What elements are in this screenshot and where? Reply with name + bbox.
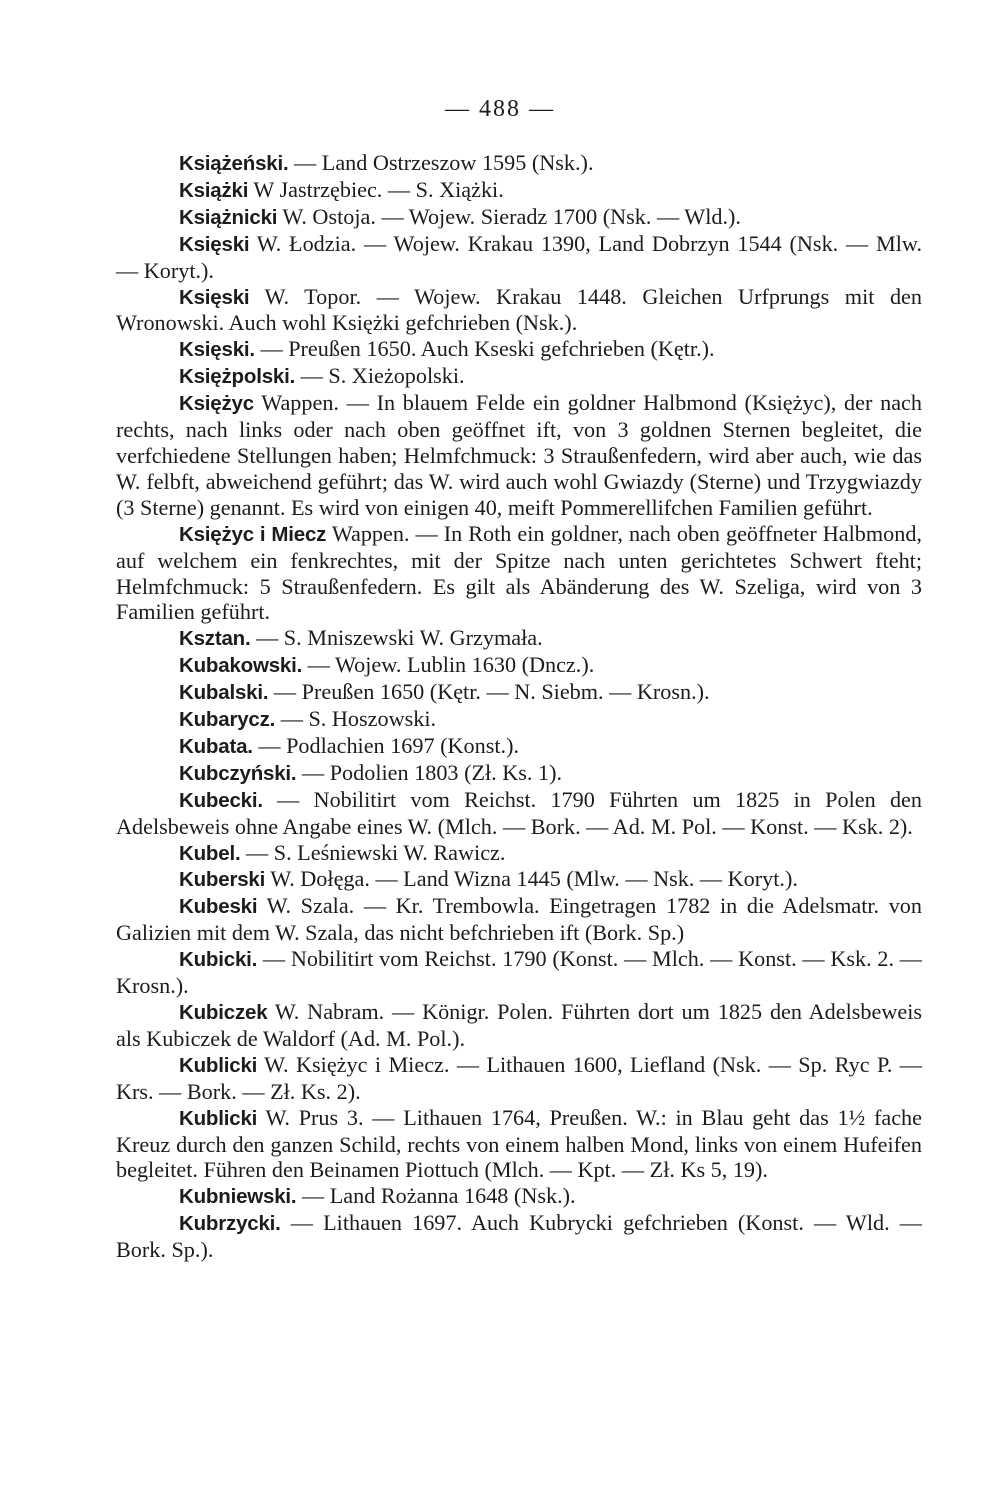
entry-name: Kubicki. <box>179 948 258 972</box>
entry-name: Książnicki <box>179 205 278 229</box>
entry-name: Kubiczek <box>179 1001 268 1024</box>
entry-name: Kubata. <box>179 734 253 758</box>
entry-text: — Wojew. Lublin 1630 (Dncz.). <box>302 652 595 678</box>
entry-ksiezpolski <box>116 363 922 390</box>
entry-text: — Lithauen 1697. Auch Kubrycki gefchrieben (Konst. — Wld. — Bork. Sp.). <box>116 1210 922 1263</box>
entry-text: — S. Hoszowski. <box>275 706 437 732</box>
entry-text: W. Prus 3. — Lithauen 1764, Preußen. W.: in Blau geht das 1½ fache Kreuz durch den ganzen Schild, rechts von einem halben Mond, links von einem Hufeifen begleitet. Führen den Beinamen Piottuch (Mlch. — Kpt. — Zł. Ks 5, 19). <box>116 1104 922 1183</box>
entry-name: Kubniewski. <box>179 1185 297 1209</box>
entry-kubniewski <box>116 1183 922 1210</box>
entry-kublicki-ksiezyc <box>116 1052 922 1105</box>
entry-kubata <box>116 733 922 760</box>
entry-name: Księski <box>179 232 250 256</box>
entry-kubalski <box>116 679 922 706</box>
entry-name: Kubalski. <box>179 681 269 705</box>
entry-kublicki-prus <box>116 1105 922 1184</box>
entry-text: W. Łodzia. — Wojew. Krakau 1390, Land Dobrzyn 1544 (Nsk. — Mlw. — Koryt.). <box>116 230 922 283</box>
entry-ksiaznicki <box>116 204 922 231</box>
entry-ksieski-preussen <box>116 336 922 363</box>
entry-name: Kuberski <box>179 868 266 892</box>
entry-text: — Land Ostrzeszow 1595 (Nsk.). <box>288 150 594 175</box>
entry-text: W. Nabram. — Königr. Polen. Führten dort um 1825 den Adelsbeweis als Kubiczek de Waldorf (Ad. M. Pol.). <box>116 999 922 1051</box>
entry-kubrzycki <box>116 1210 922 1263</box>
entry-name: Książeński. <box>179 152 289 175</box>
entry-ksiazenski <box>116 150 922 177</box>
entry-text: W Jastrzębiec. — S. Xiążki. <box>248 176 504 202</box>
entry-kubeski <box>116 893 922 946</box>
entry-text: — Preußen 1650 (Kętr. — N. Siebm. — Krosn.). <box>268 679 710 705</box>
entry-name: Kublicki <box>179 1053 258 1077</box>
entry-name: Książki <box>179 178 249 202</box>
entry-name: Kubakowski. <box>179 654 303 678</box>
entry-kubicki <box>116 946 922 999</box>
entry-kubakowski <box>116 652 922 679</box>
entry-kubecki <box>116 787 922 840</box>
entry-text: — S. Xieżopolski. <box>295 363 465 389</box>
entry-name: Kubeski <box>179 895 258 919</box>
entry-kuberski <box>116 866 922 893</box>
entry-name: Księżpolski. <box>179 365 296 389</box>
entry-text: — Preußen 1650. Auch Kseski gefchrieben (Kętr.). <box>254 336 715 362</box>
entry-name: Kublicki <box>179 1106 258 1130</box>
entry-kubczynski <box>116 760 922 787</box>
entry-text: — Podolien 1803 (Zł. Ks. 1). <box>296 759 563 785</box>
entries-list <box>116 150 922 1263</box>
entry-name: Księżyc i Miecz <box>179 522 327 546</box>
entry-kubel <box>116 840 922 867</box>
entry-name: Kubel. <box>179 841 241 865</box>
entry-text: Wappen. — In Roth ein goldner, nach oben geöffneter Halbmond, auf welchem ein fenkrechtes, mit der Spitze nach unten gerichtetes Schwert fteht; Helmfchmuck: 5 Straußenfedern. Es gilt als Abänderung des W. Szeliga, wird von 3 Familien geführt. <box>116 520 922 625</box>
entry-ksiezyc <box>116 390 922 521</box>
entry-text: W. Księżyc i Miecz. — Lithauen 1600, Liefland (Nsk. — Sp. Ryc P. — Krs. — Bork. — Zł. Ks. 2). <box>116 1051 922 1104</box>
entry-text: — Nobilitirt vom Reichst. 1790 (Konst. — Mlch. — Konst. — Ksk. 2. — Krosn.). <box>116 946 922 999</box>
entry-ksiazki <box>116 177 922 204</box>
entry-text: — Nobilitirt vom Reichst. 1790 Führten um 1825 in Polen den Adelsbeweis ohne Angabe eines W. (Mlch. — Bork. — Ad. M. Pol. — Konst. — Ksk. 2). <box>116 786 922 839</box>
entry-text: — Podlachien 1697 (Konst.). <box>252 732 519 758</box>
entry-text: W. Szala. — Kr. Trembowla. Eingetragen 1782 in die Adelsmatr. von Galizien mit dem W. Szala, das nicht befchrieben ift (Bork. Sp.) <box>116 893 922 946</box>
entry-ksiezyc-i-miecz <box>116 521 922 626</box>
entry-name: Księżyc <box>179 392 254 416</box>
entry-name: Ksztan. <box>179 627 251 651</box>
entry-kubarycz <box>116 706 922 733</box>
entry-text: W. Dołęga. — Land Wizna 1445 (Mlw. — Nsk. — Koryt.). <box>265 866 798 892</box>
entry-ksieski-topor <box>116 284 922 337</box>
entry-name: Kubarycz. <box>179 708 276 732</box>
entry-text: Wappen. — In blauem Felde ein goldner Halbmond (Księżyc), der nach rechts, nach links oder nach oben geöffnet ift, von 3 goldnen Sternen begleitet, die verfchiedene Stellungen haben; Helmfchmuck: 3 Straußenfedern, wird aber auch, wie das W. felbft, abweichend geführt; das W. wird auch wohl Gwiazdy (Sterne) und Trzygwiazdy (3 Sterne) genannt. Es wird von einigen 40, meift Pommerellifchen Familien geführt. <box>116 390 922 520</box>
entry-ksztan <box>116 625 922 652</box>
entry-text: — Land Rożanna 1648 (Nsk.). <box>296 1183 576 1209</box>
page-number: — 488 — <box>445 96 555 122</box>
entry-text: W. Topor. — Wojew. Krakau 1448. Gleichen Urfprungs mit den Wronowski. Auch wohl Księżki gefchrieben (Nsk.). <box>116 283 922 336</box>
entry-text: — S. Mniszewski W. Grzymała. <box>250 625 543 651</box>
entry-kubiczek <box>116 999 922 1052</box>
entry-text: — S. Leśniewski W. Rawicz. <box>240 839 506 865</box>
entry-name: Kubecki. <box>179 788 263 812</box>
entry-name: Księski <box>179 285 250 309</box>
entry-name: Kubczyński. <box>179 761 297 785</box>
entry-name: Księski. <box>179 338 255 362</box>
entry-ksieski-lodzia <box>116 231 922 284</box>
entry-name: Kubrzycki. <box>179 1212 281 1236</box>
entry-text: W. Ostoja. — Wojew. Sieradz 1700 (Nsk. — Wld.). <box>277 203 741 229</box>
